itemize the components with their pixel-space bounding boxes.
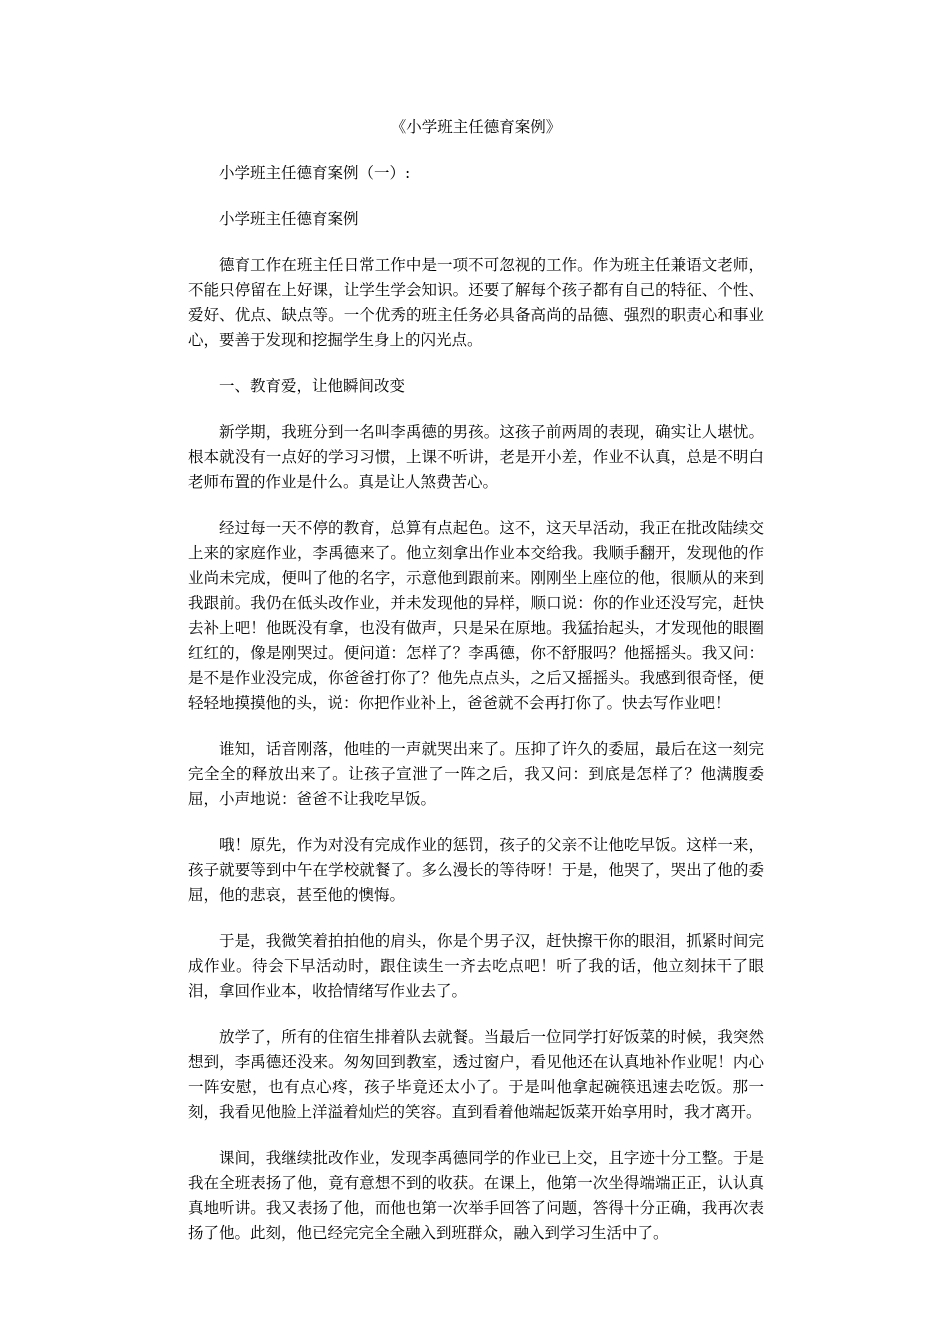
body-paragraph: 新学期，我班分到一名叫李禹德的男孩。这孩子前两周的表现，确实让人堪忧。根本就没有一点好的学习习惯，上课不听讲，老是开小差，作业不认真，总是不明白老师布置的作业是什么。真是让人煞费苦心。 (188, 423, 764, 491)
body-paragraph: 课间，我继续批改作业，发现李禹德同学的作业已上交，且字迹十分工整。于是我在全班表扬了他，竟有意想不到的收获。在课上，他第一次坐得端端正正，认认真真地听讲。我又表扬了他，而他也第一次举手回答了问题，答得十分正确，我再次表扬了他。此刻，他已经完完全全融入到班群众，融入到学习生活中了。 (188, 1149, 764, 1242)
case-subtitle: 小学班主任德育案例（一）: (219, 164, 411, 182)
case-heading: 小学班主任德育案例 (219, 210, 359, 228)
body-paragraph: 哦！原先，作为对没有完成作业的惩罚，孩子的父亲不让他吃早饭。这样一来，孩子就要等到中午在学校就餐了。多么漫长的等待呀！于是，他哭了，哭出了他的委屈，他的悲哀，甚至他的懊悔。 (188, 836, 764, 904)
body-paragraph: 经过每一天不停的教育，总算有点起色。这不，这天早活动，我正在批改陆续交上来的家庭作业，李禹德来了。他立刻拿出作业本交给我。我顺手翻开，发现他的作业尚未完成，便叫了他的名字，示意他到跟前来。刚刚坐上座位的他，很顺从的来到我跟前。我仍在低头改作业，并未发现他的异样，顺口说：你的作业还没写完，赶快去补上吧！他既没有拿，也没有做声，只是呆在原地。我猛抬起头，才发现他的眼圈红红的，像是刚哭过。便问道：怎样了？李禹德，你不舒服吗？他摇摇头。我又问：是不是作业没完成，你爸爸打你了？他先点点头，之后又摇摇头。我感到很奇怪，便轻轻地摸摸他的头，说：你把作业补上，爸爸就不会再打你了。快去写作业吧！ (188, 519, 764, 712)
intro-paragraph: 德育工作在班主任日常工作中是一项不可忽视的工作。作为班主任兼语文老师，不能只停留在上好课，让学生学会知识。还要了解每个孩子都有自己的特征、个性、爱好、优点、缺点等。一个优秀的班主任务必具备高尚的品德、强烈的职责心和事业心，要善于发现和挖掘学生身上的闪光点。 (188, 256, 764, 349)
document-body (188, 115, 764, 1246)
body-paragraph: 放学了，所有的住宿生排着队去就餐。当最后一位同学打好饭菜的时候，我突然想到，李禹德还没来。匆匆回到教室，透过窗户，看见他还在认真地补作业呢！内心一阵安慰，也有点心疼，孩子毕竟还太小了。于是叫他拿起碗筷迅速去吃饭。那一刻，我看见他脸上洋溢着灿烂的笑容。直到看着他端起饭菜开始享用时，我才离开。 (188, 1028, 764, 1121)
body-paragraph: 于是，我微笑着拍拍他的肩头，你是个男子汉，赶快擦干你的眼泪，抓紧时间完成作业。待会下早活动时，跟住读生一齐去吃点吧！听了我的话，他立刻抹干了眼泪，拿回作业本，收拾情绪写作业去了。 (188, 932, 764, 1000)
section-heading: 一、教育爱，让他瞬间改变 (219, 377, 406, 395)
document-title: 《小学班主任德育案例》 (390, 118, 562, 136)
body-paragraph: 谁知，话音刚落，他哇的一声就哭出来了。压抑了许久的委屈，最后在这一刻完完全全的释放出来了。让孩子宣泄了一阵之后，我又问：到底是怎样了？他满腹委屈，小声地说：爸爸不让我吃早饭。 (188, 740, 764, 808)
